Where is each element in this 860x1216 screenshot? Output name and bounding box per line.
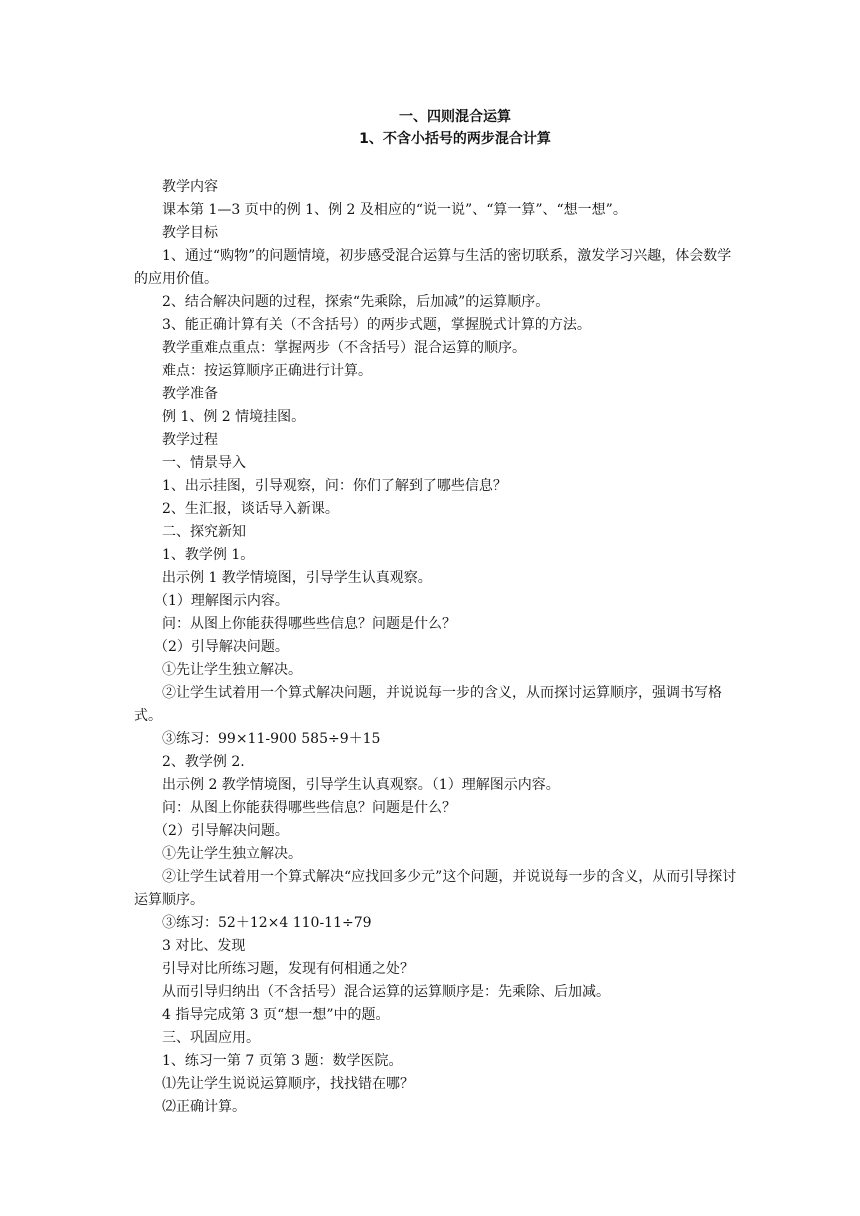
paragraph: 课本第 1—3 页中的例 1、例 2 及相应的“说一说”、“算一算”、“想一想”。 bbox=[162, 202, 627, 218]
paragraph: ③练习：52＋12×4 110-11÷79 bbox=[162, 915, 372, 931]
paragraph: 难点：按运算顺序正确进行计算。 bbox=[162, 363, 372, 379]
paragraph: 出示例 1 教学情境图，引导学生认真观察。 bbox=[162, 570, 432, 586]
paragraph: （2）引导解决问题。 bbox=[154, 639, 289, 655]
paragraph: 教学过程 bbox=[162, 432, 218, 448]
paragraph: 出示例 2 教学情境图，引导学生认真观察。（1）理解图示内容。 bbox=[162, 777, 560, 793]
paragraph: 教学内容 bbox=[162, 179, 218, 195]
document-subtitle: 1、不含小括号的两步混合计算 bbox=[359, 131, 551, 147]
paragraph: ②让学生试着用一个算式解决“应找回多少元”这个问题，并说说每一步的含义，从而引导探讨运算顺序。 bbox=[134, 869, 737, 908]
paragraph: 引导对比所练习题，发现有何相通之处？ bbox=[162, 961, 414, 977]
paragraph: 问：从图上你能获得哪些些信息？问题是什么？ bbox=[162, 800, 456, 816]
paragraph: 1、练习一第 7 页第 3 题：数学医院。 bbox=[162, 1053, 403, 1069]
paragraph: 2、教学例 2. bbox=[162, 754, 245, 770]
paragraph: （2）引导解决问题。 bbox=[154, 823, 289, 839]
document-body bbox=[134, 176, 738, 1119]
paragraph: 教学重难点重点：掌握两步（不含括号）混合运算的顺序。 bbox=[162, 340, 526, 356]
paragraph: 一、情景导入 bbox=[162, 455, 246, 471]
paragraph: 问：从图上你能获得哪些些信息？问题是什么？ bbox=[162, 616, 456, 632]
document-title: 一、四则混合运算 bbox=[399, 109, 511, 125]
paragraph: 3、能正确计算有关（不含括号）的两步式题，掌握脱式计算的方法。 bbox=[162, 317, 591, 333]
paragraph: 4 指导完成第 3 页“想一想”中的题。 bbox=[162, 1007, 390, 1023]
paragraph: ③练习：99×11-900 585÷9＋15 bbox=[162, 731, 381, 747]
paragraph: 例 1、例 2 情境挂图。 bbox=[162, 409, 306, 425]
paragraph: ①先让学生独立解决。 bbox=[162, 846, 302, 862]
paragraph: 3 对比、发现 bbox=[162, 938, 246, 954]
paragraph: 1、教学例 1。 bbox=[162, 547, 255, 563]
paragraph: ⑵正确计算。 bbox=[162, 1099, 246, 1115]
paragraph: 教学准备 bbox=[162, 386, 218, 402]
title-block bbox=[0, 106, 860, 150]
paragraph: 三、巩固应用。 bbox=[162, 1030, 260, 1046]
paragraph: 从而引导归纳出（不含括号）混合运算的运算顺序是：先乘除、后加减。 bbox=[162, 984, 610, 1000]
paragraph: ⑴先让学生说说运算顺序，找找错在哪？ bbox=[162, 1076, 414, 1092]
paragraph: 2、生汇报，谈话导入新课。 bbox=[162, 501, 339, 517]
paragraph: 2、结合解决问题的过程，探索“先乘除，后加减”的运算顺序。 bbox=[162, 294, 550, 310]
paragraph: ①先让学生独立解决。 bbox=[162, 662, 302, 678]
paragraph: 二、探究新知 bbox=[162, 524, 246, 540]
paragraph: 1、出示挂图，引导观察，问：你们了解到了哪些信息？ bbox=[162, 478, 507, 494]
paragraph: 1、通过“购物”的问题情境，初步感受混合运算与生活的密切联系，激发学习兴趣，体会数学的应用价值。 bbox=[134, 248, 732, 287]
paragraph: ②让学生试着用一个算式解决问题，并说说每一步的含义，从而探讨运算顺序，强调书写格式。 bbox=[134, 685, 722, 724]
paragraph: （1）理解图示内容。 bbox=[154, 593, 289, 609]
paragraph: 教学目标 bbox=[162, 225, 218, 241]
